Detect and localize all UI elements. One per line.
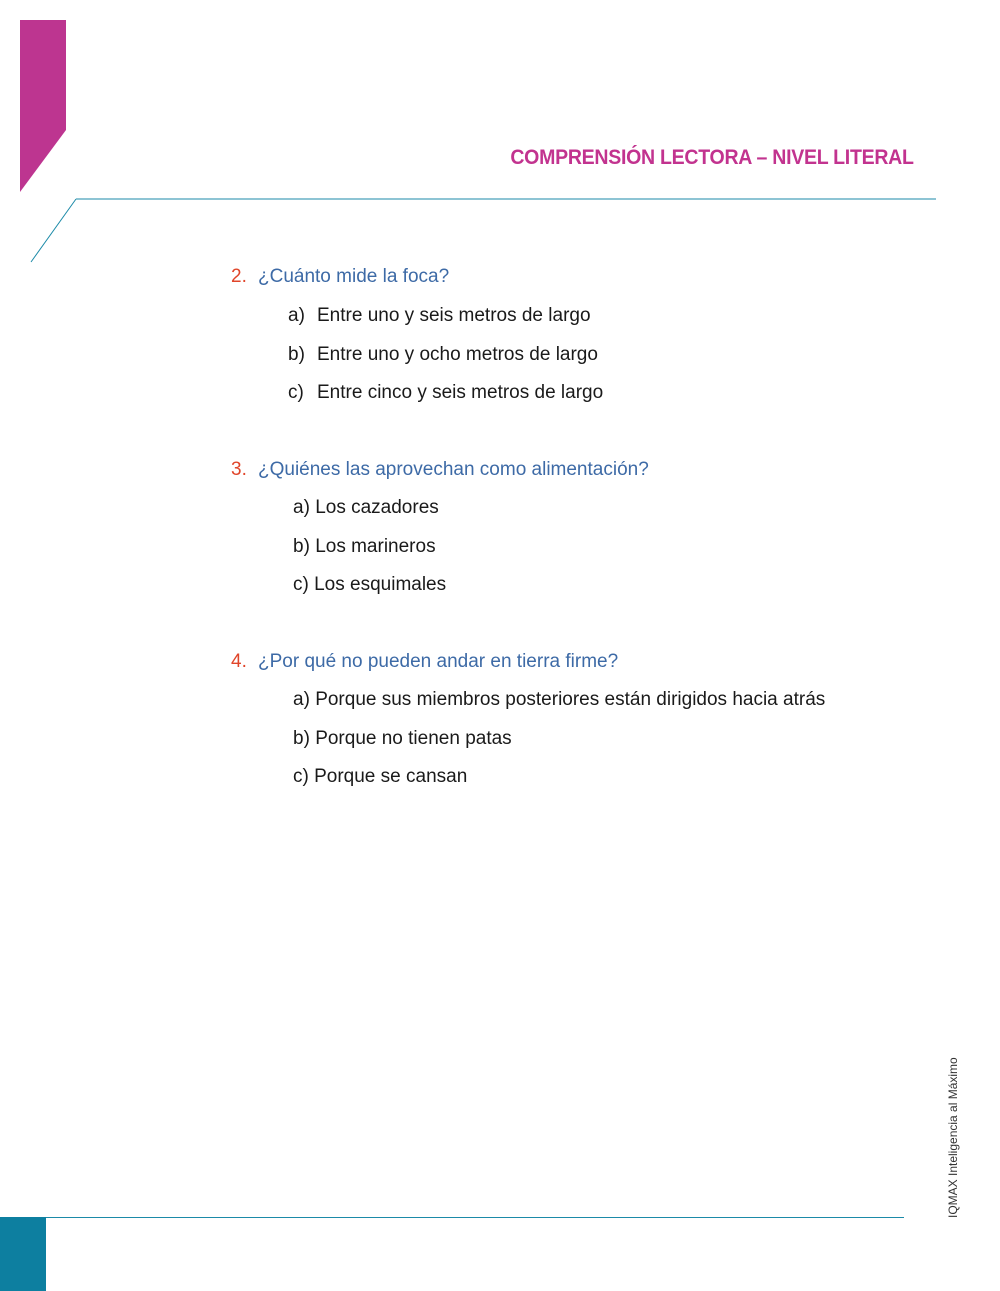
question-2 (231, 266, 449, 288)
option-3a[interactable] (293, 497, 439, 519)
option-text: Los cazadores (315, 497, 439, 518)
question-number: 4. (231, 651, 247, 672)
question-text: ¿Cuánto mide la foca? (258, 266, 450, 287)
option-text: Porque sus miembros posteriores están dirigidos hacia atrás (315, 689, 826, 710)
footer-brand: IQMAX Inteligencia al Máximo (946, 1057, 960, 1218)
option-letter: a) (293, 689, 310, 710)
option-4a[interactable] (293, 689, 825, 711)
magenta-ribbon (20, 20, 66, 192)
header-diagonal-line (31, 199, 76, 262)
option-text: Entre cinco y seis metros de largo (317, 382, 604, 403)
footer-divider-line (46, 1217, 904, 1218)
option-3c[interactable] (293, 574, 446, 596)
option-text: Los marineros (315, 536, 436, 557)
option-2a[interactable] (288, 305, 591, 327)
option-letter: c) (293, 766, 309, 787)
option-letter: c) (288, 382, 304, 403)
question-4 (231, 651, 618, 673)
question-text: ¿Por qué no pueden andar en tierra firme? (258, 651, 619, 672)
option-text: Los esquimales (314, 574, 447, 595)
header-decoration (0, 0, 1000, 270)
option-text: Entre uno y seis metros de largo (317, 305, 591, 326)
option-3b[interactable] (293, 536, 436, 558)
option-letter: b) (293, 536, 310, 557)
page-title: COMPRENSIÓN LECTORA – NIVEL LITERAL (510, 146, 914, 169)
question-number: 2. (231, 266, 247, 287)
option-4c[interactable] (293, 766, 467, 788)
question-number: 3. (231, 459, 247, 480)
option-text: Porque no tienen patas (315, 728, 512, 749)
option-letter: b) (293, 728, 310, 749)
option-letter: c) (293, 574, 309, 595)
option-2b[interactable] (288, 344, 598, 366)
option-letter: a) (288, 305, 305, 326)
option-2c[interactable] (288, 382, 603, 404)
option-4b[interactable] (293, 728, 512, 750)
option-text: Entre uno y ocho metros de largo (317, 344, 598, 365)
question-3 (231, 459, 649, 481)
option-letter: a) (293, 497, 310, 518)
question-text: ¿Quiénes las aprovechan como alimentación? (258, 459, 649, 480)
footer-corner-block (0, 1217, 46, 1291)
option-letter: b) (288, 344, 305, 365)
option-text: Porque se cansan (314, 766, 468, 787)
